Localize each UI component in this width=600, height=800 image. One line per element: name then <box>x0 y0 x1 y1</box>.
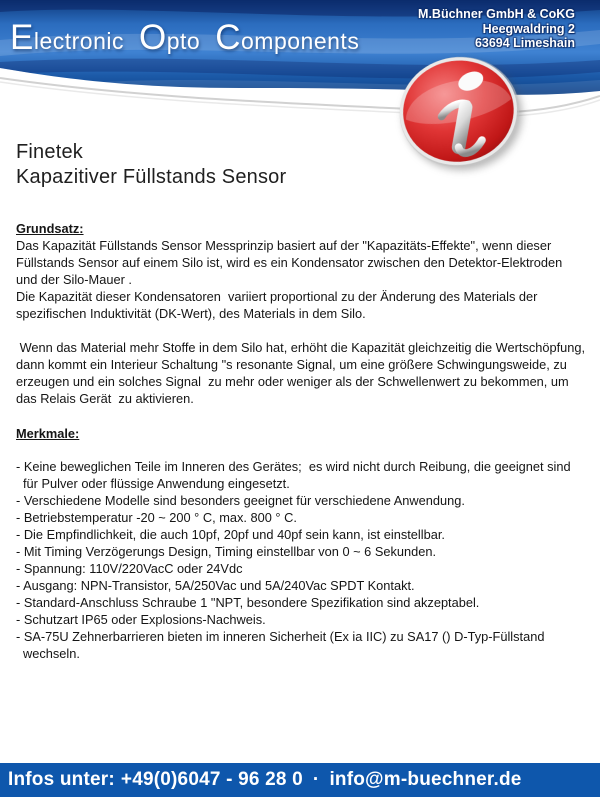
logo-part: C <box>215 18 242 57</box>
feature-item: - Ausgang: NPN-Transistor, 5A/250Vac und 5A/240Vac SPDT Kontakt. <box>16 578 415 593</box>
feature-item: - Standard-Anschluss Schraube 1 "NPT, besondere Spezifikation sind akzeptabel. <box>16 595 480 610</box>
paragraph: Wenn das Material mehr Stoffe in dem Silo hat, erhöht die Kapazität gleichzeitig die Wertschöpfung, dann kommt ein Interieur Schaltung "s resonante Signal, um eine größere Schwingungsweide, zu erzeugen und ein solches Signal zu mehr oder weniger als der Schwellenwert zu bekommen, um das Relais Gerät zu aktivieren. <box>16 340 589 406</box>
footer-separator: · <box>312 769 320 790</box>
feature-item: - Verschiedene Modelle sind besonders geeignet für verschiedene Anwendung. <box>16 493 465 508</box>
document-body <box>16 140 589 662</box>
header-banner <box>0 0 600 130</box>
section-heading-grundsatz: Grundsatz: <box>16 221 84 236</box>
footer-label: Infos unter: <box>8 769 115 790</box>
footer-bar <box>0 763 600 797</box>
feature-item: - Betriebstemperatur -20 ~ 200 ° C, max. 800 ° C. <box>16 510 297 525</box>
footer-email[interactable]: info@m-buechner.de <box>329 769 522 790</box>
company-logo <box>10 16 359 67</box>
section-heading-merkmale: Merkmale: <box>16 426 80 441</box>
footer-phone: +49(0)6047 - 96 28 0 <box>120 769 303 790</box>
paragraph: Die Kapazität dieser Kondensatoren variiert proportional zu der Änderung des Materials der spezifischen Induktivität (DK-Wert), des Materials in dem Silo. <box>16 289 541 321</box>
logo-part: O <box>139 18 167 57</box>
product-brand: Finetek <box>16 141 83 163</box>
company-address <box>418 7 575 51</box>
feature-item: - Mit Timing Verzögerungs Design, Timing einstellbar von 0 ~ 6 Sekunden. <box>16 544 437 559</box>
logo-part: lectronic <box>33 28 125 54</box>
feature-list <box>16 458 586 662</box>
address-company: M.Büchner GmbH & CoKG <box>418 7 575 21</box>
feature-item: - SA-75U Zehnerbarrieren bieten im inneren Sicherheit (Ex ia IIC) zu SA17 () D-Typ-Füllstand wechseln. <box>16 629 549 661</box>
logo-part: pto <box>166 28 201 54</box>
address-city: 63694 Limeshain <box>474 36 575 50</box>
feature-item: - Spannung: 110V/220VacC oder 24Vdc <box>16 561 243 576</box>
feature-item: - Schutzart IP65 oder Explosions-Nachweis. <box>16 612 266 627</box>
product-title: Kapazitiver Füllstands Sensor <box>16 166 287 188</box>
logo-part: E <box>10 18 34 57</box>
feature-item: - Keine beweglichen Teile im Inneren des Gerätes; es wird nicht durch Reibung, die geeignet sind für Pulver oder flüssige Anwendung eingesetzt. <box>16 459 575 491</box>
paragraph: Das Kapazität Füllstands Sensor Messprinzip basiert auf der "Kapazitäts-Effekte", wenn dieser Füllstands Sensor auf einem Silo ist, wird es ein Kondensator zwischen den Detektor-Elektroden und der Silo-Mauer . <box>16 238 570 287</box>
feature-item: - Die Empfindlichkeit, die auch 10pf, 20pf und 40pf sein kann, ist einstellbar. <box>16 527 445 542</box>
logo-part: omponents <box>241 28 360 54</box>
address-street: Heegwaldring 2 <box>482 21 575 36</box>
